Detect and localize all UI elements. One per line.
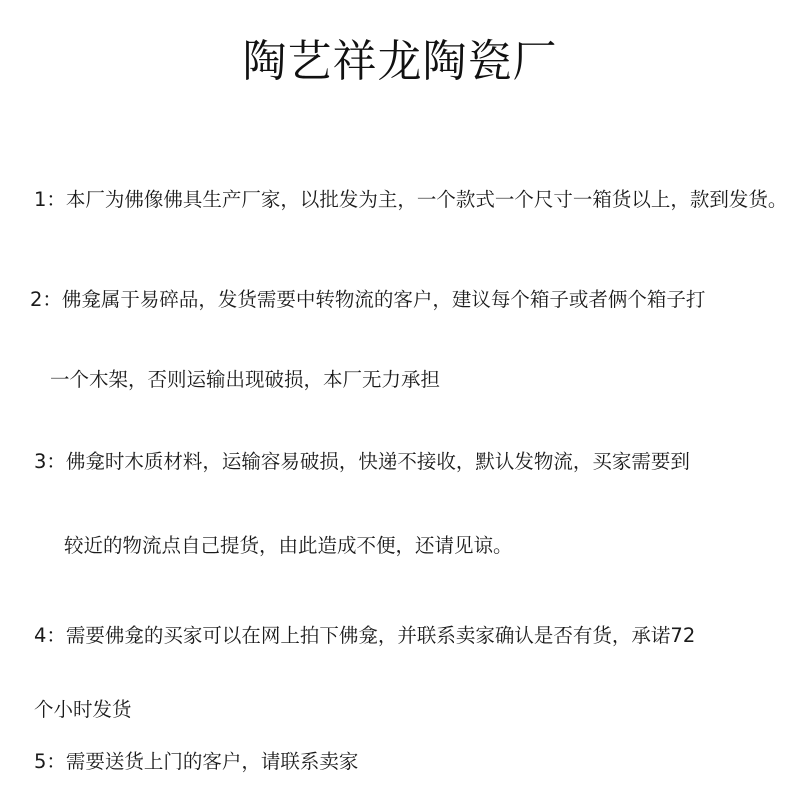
notice-3-line-1: 3：佛龛时木质材料，运输容易破损，快递不接收，默认发物流，买家需要到 bbox=[34, 450, 690, 473]
notice-1-line-1: 1：本厂为佛像佛具生产厂家，以批发为主，一个款式一个尺寸一箱货以上，款到发货。 bbox=[34, 188, 788, 211]
page-title: 陶艺祥龙陶瓷厂 bbox=[242, 36, 558, 87]
notice-3-line-2: 较近的物流点自己提货，由此造成不便，还请见谅。 bbox=[64, 534, 513, 557]
notice-2-line-1: 2：佛龛属于易碎品，发货需要中转物流的客户，建议每个箱子或者俩个箱子打 bbox=[30, 288, 706, 311]
notice-4-line-2: 个小时发货 bbox=[34, 698, 132, 721]
notice-5-line-1: 5：需要送货上门的客户，请联系卖家 bbox=[34, 750, 359, 773]
notice-4-line-1: 4：需要佛龛的买家可以在网上拍下佛龛，并联系卖家确认是否有货，承诺72 bbox=[34, 624, 696, 647]
notice-2-line-2: 一个木架，否则运输出现破损，本厂无力承担 bbox=[50, 368, 441, 391]
